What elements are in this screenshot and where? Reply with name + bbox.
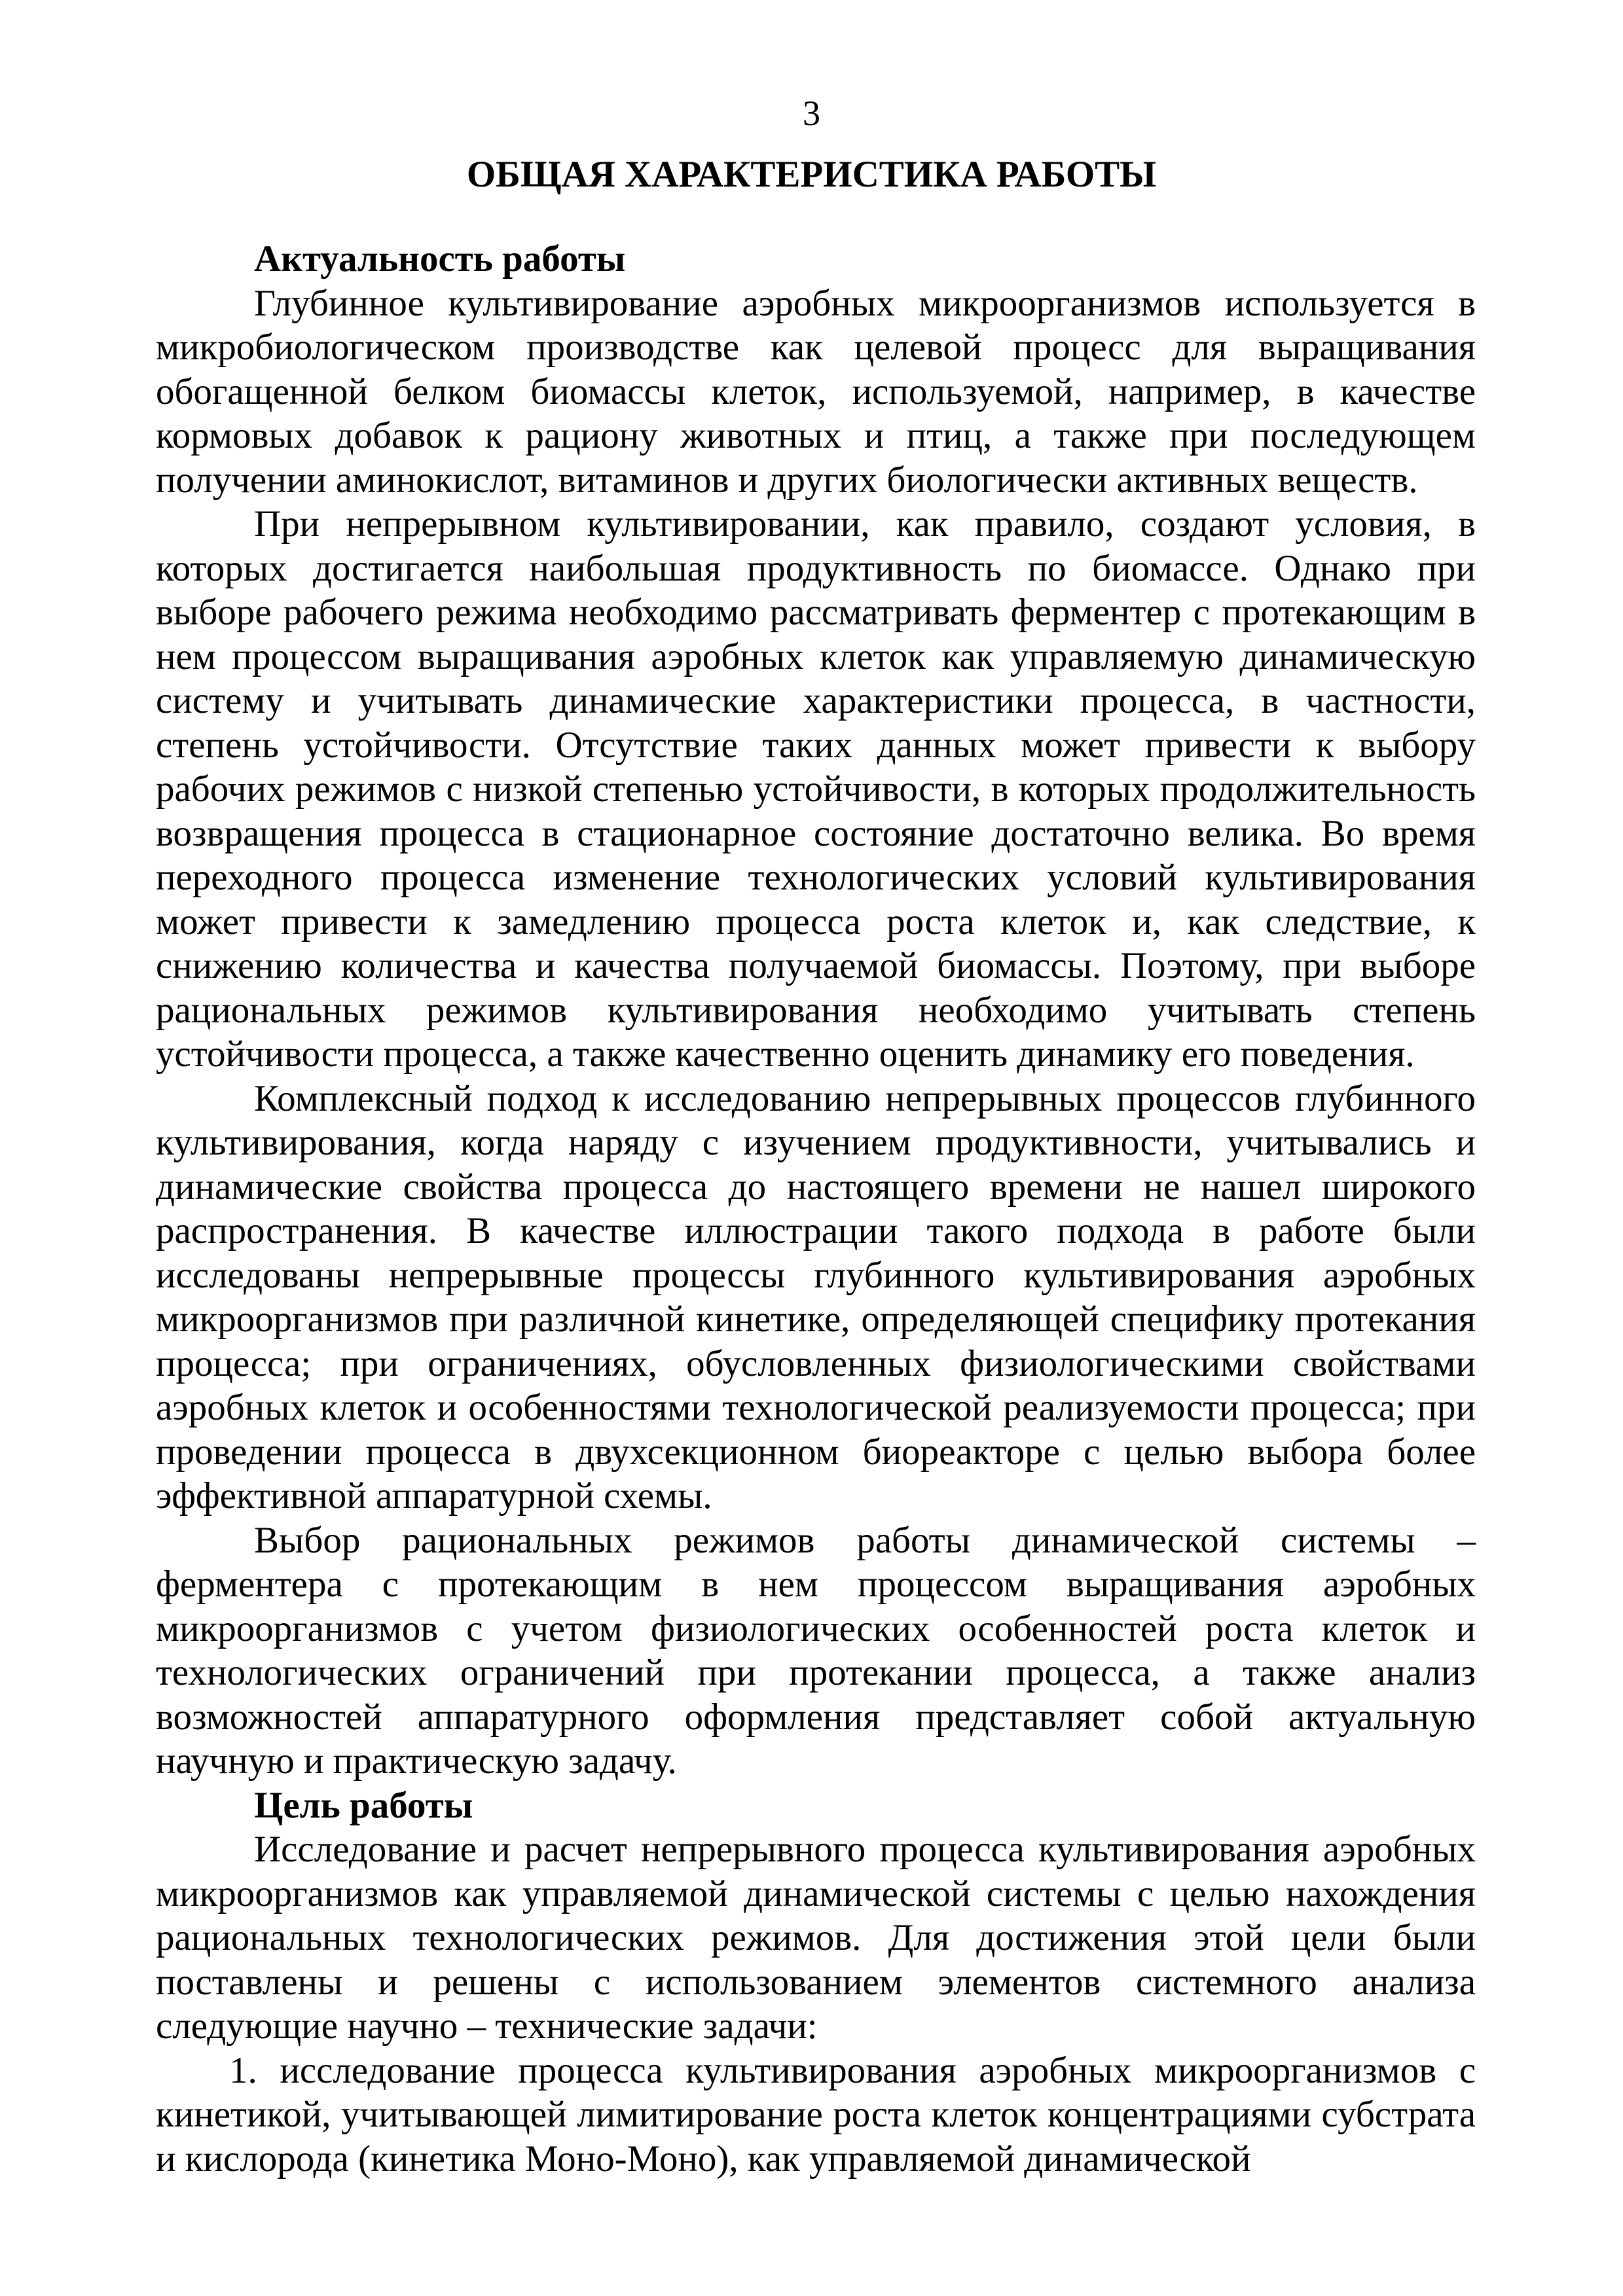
section-heading-relevance: Актуальность работы	[254, 238, 626, 279]
document-body	[156, 237, 1476, 2181]
paragraph: При непрерывном культивировании, как правило, создают условия, в которых достигается наибольшая продуктивность по биомассе. Однако при выборе рабочего режима необходимо рассматривать ферментер с протекающим в нем процессом выращивания аэробных клеток как управляемую динамическую систему и учитывать динамические характеристики процесса, в частности, степень устойчивости. Отсутствие таких данных может привести к выбору рабочих режимов с низкой степенью устойчивости, в которых продолжительность возвращения процесса в стационарное состояние достаточно велика. Во время переходного процесса изменение технологических условий культивирования может привести к замедлению процесса роста клеток и, как следствие, к снижению количества и качества получаемой биомассы. Поэтому, при выборе рациональных режимов культивирования необходимо учитывать степень устойчивости процесса, а также качественно оценить динамику его поведения.	[156, 503, 1476, 1075]
document-title: ОБЩАЯ ХАРАКТЕРИСТИКА РАБОТЫ	[466, 154, 1157, 195]
section-heading-goal: Цель работы	[254, 1784, 473, 1826]
paragraph: Выбор рациональных режимов работы динамической системы – ферментера с протекающим в нем процессом выращивания аэробных микроорганизмов с учетом физиологических особенностей роста клеток и технологических ограничений при протекании процесса, а также анализ возможностей аппаратурного оформления представляет собой актуальную научную и практическую задачу.	[156, 1519, 1476, 1782]
page-number: 3	[803, 94, 820, 133]
paragraph: Исследование и расчет непрерывного процесса культивирования аэробных микроорганизмов как управляемой динамической системы с целью нахождения рациональных технологических режимов. Для достижения этой цели были поставлены и решены с использованием элементов системного анализа следующие научно – технические задачи:	[156, 1829, 1476, 2047]
list-item: 1. исследование процесса культивирования аэробных микроорганизмов с кинетикой, учитывающей лимитирование роста клеток концентрациями субстрата и кислорода (кинетика Моно-Моно), как управляемой динамической	[156, 2049, 1476, 2179]
paragraph: Глубинное культивирование аэробных микроорганизмов используется в микробиологическом производстве как целевой процесс для выращивания обогащенной белком биомассы клеток, используемой, например, в качестве кормовых добавок к рациону животных и птиц, а также при последующем получении аминокислот, витаминов и других биологически активных веществ.	[156, 282, 1476, 501]
paragraph: Комплексный подход к исследованию непрерывных процессов глубинного культивирования, когда наряду с изучением продуктивности, учитывались и динамические свойства процесса до настоящего времени не нашел широкого распространения. В качестве иллюстрации такого подхода в работе были исследованы непрерывные процессы глубинного культивирования аэробных микроорганизмов при различной кинетике, определяющей специфику протекания процесса; при ограничениях, обусловленных физиологическими свойствами аэробных клеток и особенностями технологической реализуемости процесса; при проведении процесса в двухсекционном биореакторе с целью выбора более эффективной аппаратурной схемы.	[156, 1077, 1476, 1516]
